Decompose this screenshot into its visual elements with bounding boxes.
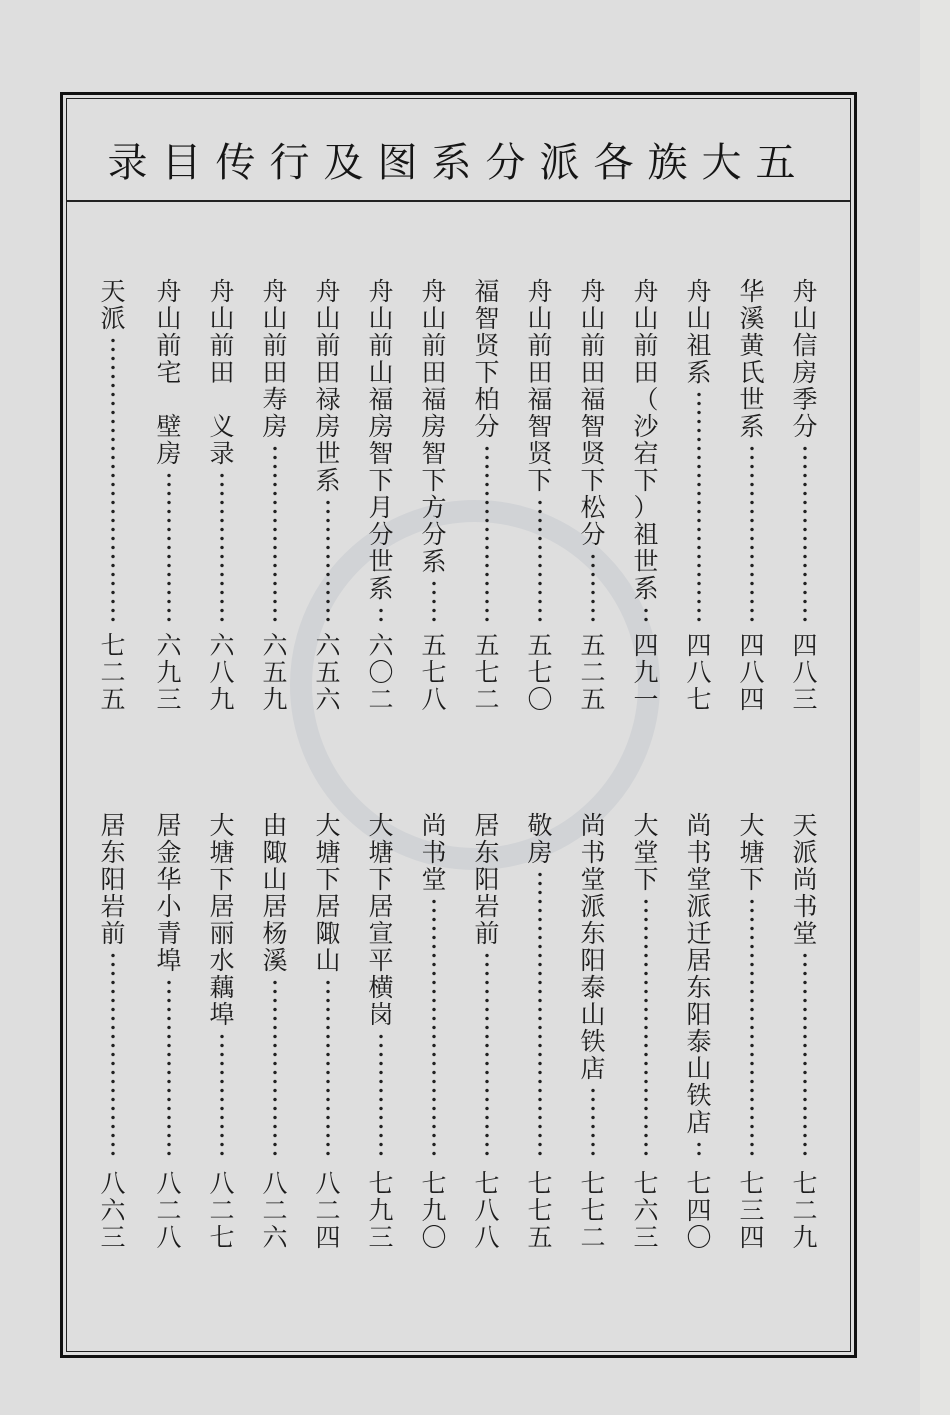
toc-page-number: 六 九 三	[156, 631, 182, 714]
leader-dots	[273, 444, 277, 622]
toc-entry-name: 舟 山 前 田 福 智 贤 下 松 分	[580, 277, 606, 549]
toc-entry-name: 天 派	[100, 277, 126, 333]
toc-page-number: 七 九 〇	[421, 1169, 447, 1252]
toc-page-number: 七 三 四	[739, 1169, 765, 1252]
toc-entry	[417, 278, 451, 626]
toc-entry	[629, 812, 663, 1164]
toc-entry	[470, 278, 504, 626]
toc-entry	[470, 812, 504, 1164]
leader-dots	[220, 1032, 224, 1160]
toc-page-number: 六 八 九	[209, 631, 235, 714]
toc-entry	[364, 812, 398, 1164]
toc-entry-name: 舟 山 信 房 季 分	[792, 277, 818, 441]
toc-entry-name: 大 塘 下 居 陬 山	[315, 811, 341, 975]
toc-entry-name: 尚 书 堂	[421, 811, 447, 894]
leader-dots	[326, 498, 330, 622]
toc-entry	[96, 812, 130, 1164]
toc-entry-name: 大 塘 下	[739, 811, 765, 894]
toc-page-number: 八 二 六	[262, 1169, 288, 1252]
toc-entry	[576, 812, 610, 1164]
toc-page-number: 六 五 九	[262, 631, 288, 714]
toc-entry	[258, 278, 292, 626]
toc-page-number: 四 八 七	[686, 631, 712, 714]
toc-entry	[364, 278, 398, 626]
toc-entry-name: 舟 山 前 田 福 房 智 下 方 分 系	[421, 277, 447, 576]
leader-dots	[167, 978, 171, 1160]
toc-page-number: 七 二 九	[792, 1169, 818, 1252]
toc-entry	[523, 278, 557, 626]
toc-page-number: 六 〇 二	[368, 631, 394, 714]
toc-entry	[576, 278, 610, 626]
toc-entry-name: 舟 山 前 山 福 房 智 下 月 分 世 系	[368, 277, 394, 603]
toc-entry-name: 舟 山 祖 系	[686, 277, 712, 387]
toc-page-number: 八 六 三	[100, 1169, 126, 1252]
toc-entry-name: 福 智 贤 下 柏 分	[474, 277, 500, 441]
toc-entry-name: 由 陬 山 居 杨 溪	[262, 811, 288, 975]
toc-entry-name: 舟 山 前 田 福 智 贤 下	[527, 277, 553, 495]
toc-page-number: 五 二 五	[580, 631, 606, 714]
toc-page-number: 四 八 三	[792, 631, 818, 714]
toc-entry	[311, 812, 345, 1164]
toc-page-number: 七 七 二	[580, 1169, 606, 1252]
toc-entry-name: 舟 山 前 田 寿 房	[262, 277, 288, 441]
leader-dots	[111, 336, 115, 622]
toc-entry	[205, 812, 239, 1164]
toc-page-number: 六 五 六	[315, 631, 341, 714]
leader-dots	[432, 579, 436, 622]
toc-entry-name: 大 塘 下 居 宣 平 横 岗	[368, 811, 394, 1029]
toc-page-number: 八 二 七	[209, 1169, 235, 1252]
leader-dots	[803, 951, 807, 1160]
leader-dots	[326, 978, 330, 1160]
toc-entry	[735, 278, 769, 626]
leader-dots	[379, 606, 383, 622]
toc-entry	[311, 278, 345, 626]
leader-dots	[485, 444, 489, 622]
toc-entry	[523, 812, 557, 1164]
toc-page-number: 八 二 四	[315, 1169, 341, 1252]
page-title: 录目传行及图系分派各族大五	[107, 139, 810, 186]
leader-dots	[803, 444, 807, 622]
toc-entry	[788, 278, 822, 626]
toc-entry-name: 居 金 华 小 青 埠	[156, 811, 182, 975]
toc-entry-name: 敬 房	[527, 811, 553, 867]
toc-entry	[735, 812, 769, 1164]
toc-page-number: 七 四 〇	[686, 1169, 712, 1252]
toc-entry	[417, 812, 451, 1164]
leader-dots	[273, 978, 277, 1160]
toc-entry-name: 居 东 阳 岩 前	[474, 811, 500, 948]
toc-entry	[152, 278, 186, 626]
toc-entry	[205, 278, 239, 626]
leader-dots	[750, 897, 754, 1160]
toc-entry	[682, 812, 716, 1164]
toc-page-number: 七 九 三	[368, 1169, 394, 1252]
toc-entry-name: 天 派 尚 书 堂	[792, 811, 818, 948]
leader-dots	[644, 606, 648, 622]
toc-entry-name: 居 东 阳 岩 前	[100, 811, 126, 948]
leader-dots	[111, 951, 115, 1160]
toc-entry-name: 舟 山 前 田 义 录	[209, 277, 235, 468]
toc-entry	[152, 812, 186, 1164]
toc-entry	[788, 812, 822, 1164]
toc-entry-name: 尚 书 堂 派 迁 居 东 阳 泰 山 铁 店	[686, 811, 712, 1137]
toc-page-number: 五 七 八	[421, 631, 447, 714]
leader-dots	[538, 870, 542, 1160]
toc-entry	[258, 812, 292, 1164]
toc-page-number: 八 二 八	[156, 1169, 182, 1252]
toc-entry-name: 舟 山 前 田 （ 沙 宕 下 ） 祖 世 系	[633, 277, 659, 603]
leader-dots	[644, 897, 648, 1160]
toc-page-number: 五 七 二	[474, 631, 500, 714]
toc-page-number: 七 七 五	[527, 1169, 553, 1252]
toc-entry-name: 大 塘 下 居 丽 水 藕 埠	[209, 811, 235, 1029]
leader-dots	[220, 471, 224, 622]
toc-page-number: 四 八 四	[739, 631, 765, 714]
leader-dots	[538, 498, 542, 622]
toc-page-number: 七 六 三	[633, 1169, 659, 1252]
leader-dots	[750, 444, 754, 622]
leader-dots	[591, 552, 595, 622]
leader-dots	[379, 1032, 383, 1160]
toc-entry-name: 华 溪 黄 氏 世 系	[739, 277, 765, 441]
toc-entry-name: 舟 山 前 田 禄 房 世 系	[315, 277, 341, 495]
toc-entry-name: 尚 书 堂 派 东 阳 泰 山 铁 店	[580, 811, 606, 1083]
toc-page-number: 七 二 五	[100, 631, 126, 714]
toc-entry	[682, 278, 716, 626]
toc-page-number: 四 九 一	[633, 631, 659, 714]
toc-page-number: 七 八 八	[474, 1169, 500, 1252]
toc-entry-name: 大 堂 下	[633, 811, 659, 894]
leader-dots	[591, 1086, 595, 1160]
leader-dots	[167, 471, 171, 622]
toc-entry-name: 舟 山 前 宅 壁 房	[156, 277, 182, 468]
title-divider	[66, 200, 851, 202]
leader-dots	[697, 1140, 701, 1160]
leader-dots	[697, 390, 701, 622]
toc-page-number: 五 七 〇	[527, 631, 553, 714]
toc-entry	[96, 278, 130, 626]
toc-entry	[629, 278, 663, 626]
leader-dots	[485, 951, 489, 1160]
leader-dots	[432, 897, 436, 1160]
